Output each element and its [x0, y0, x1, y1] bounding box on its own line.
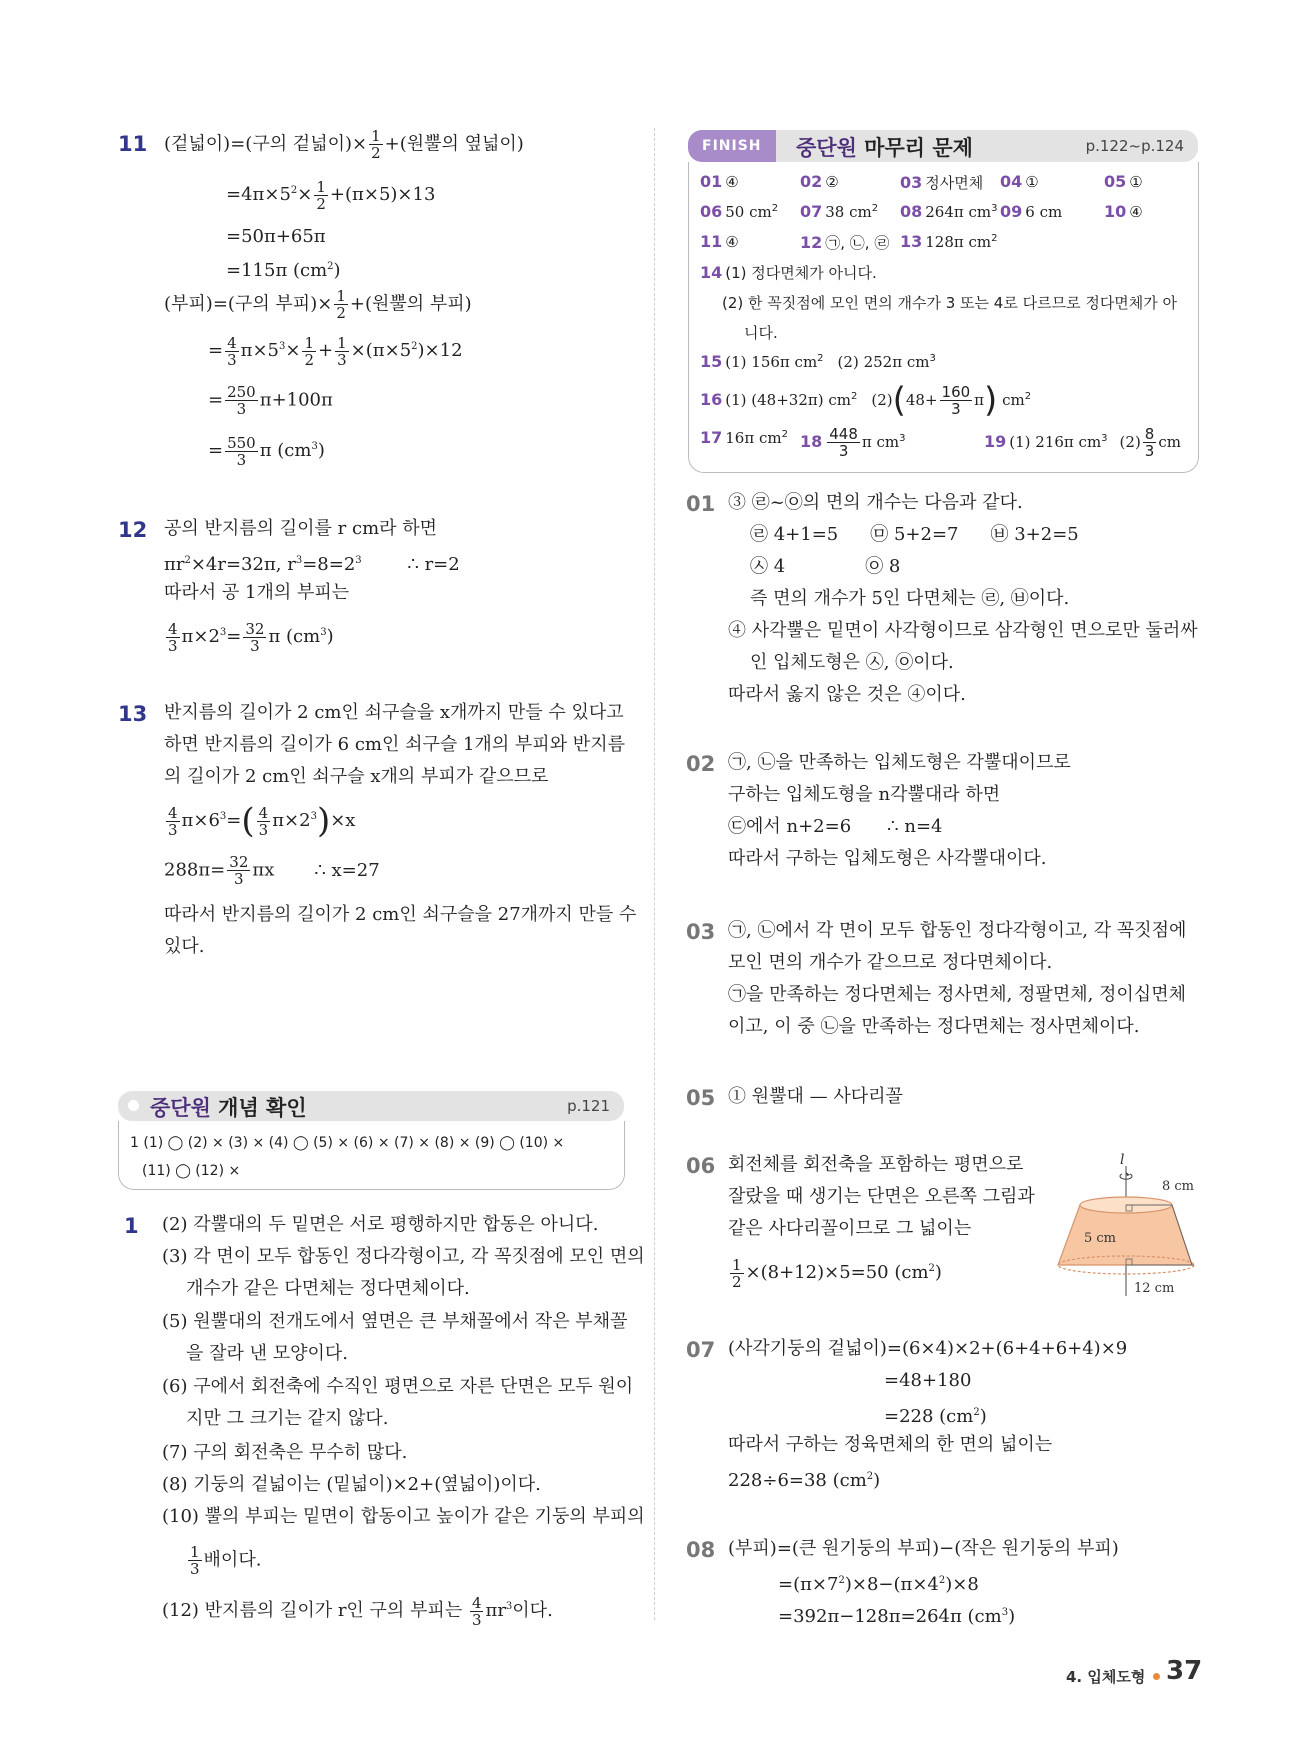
text-line: =48+180	[884, 1370, 972, 1391]
answer-17: 17 16π $cm^2$	[700, 428, 788, 447]
text-line: =392π−128π=264π $(cm^3)$	[778, 1606, 1016, 1627]
text-line: (부피)=(큰 원기둥의 부피)−(작은 원기둥의 부피)	[728, 1538, 1119, 1559]
problem-number: 06	[686, 1154, 716, 1178]
text-line: $\frac{1}{3}$ 배이다.	[190, 1543, 262, 1578]
page-number: 37	[1166, 1656, 1203, 1686]
text-line: 따라서 구하는 입체도형은 사각뿔대이다.	[728, 848, 1047, 869]
bottom-radius-label: 12 cm	[1134, 1281, 1175, 1296]
answer-07: 07 38 $cm^2$	[800, 202, 879, 221]
footer-dot	[1153, 1673, 1160, 1680]
answer-14: 14 (1) 정다면체가 아니다.	[700, 263, 877, 282]
text-line: =228 $(cm^2)$	[884, 1406, 987, 1427]
answer-13: 13 128π $cm^2$	[900, 232, 998, 251]
arrow-head-icon	[1126, 1172, 1130, 1176]
equation-line: 288π= $\frac{32}{3}$ πx ∴ x=27	[164, 853, 380, 888]
text-line: 회전체를 회전축을 포함하는 평면으로	[728, 1154, 1024, 1175]
solution-r05	[686, 1084, 1206, 1116]
answer-04: 04 ①	[1000, 172, 1039, 191]
solution-12	[118, 516, 638, 666]
problem-number: 07	[686, 1338, 716, 1362]
top-radius-label: 8 cm	[1162, 1179, 1195, 1194]
answer-06: 06 50 $cm^2$	[700, 202, 779, 221]
answer-08: 08 264π $cm^3$	[900, 202, 998, 221]
text-line: (10) 뿔의 부피는 밑면이 합동이고 높이가 같은 기둥의 부피의	[162, 1506, 645, 1527]
problem-number: 08	[686, 1538, 716, 1562]
page-ref: p.122~p.124	[1085, 137, 1184, 155]
equation-line: $\pi r^2\times 4r=32\pi$, $r^3=8=2^3$ ∴ r=2	[164, 554, 460, 575]
text-line: 지만 그 크기는 같지 않다.	[186, 1408, 389, 1429]
concept-solution-1	[124, 1212, 644, 1632]
problem-number: 13	[118, 702, 148, 726]
text-line: 개수가 같은 다면체는 정다면체이다.	[186, 1278, 470, 1299]
finish-header	[688, 130, 1198, 162]
surface-area-step-2: =50π+65π	[226, 226, 326, 247]
volume-step-1: = $\frac{4}{3}$ $\pi\times 5^3\times$ $\frac{1}{2}$ + $\frac{1}{3}$ $\times(\pi\times 5^2)\times 12$	[208, 333, 463, 369]
problem-number: 05	[686, 1086, 716, 1110]
solution-11	[118, 128, 638, 488]
answer-03: 03 정사면체	[900, 173, 984, 192]
solution-r07	[686, 1336, 1206, 1506]
text-line: 인 입체도형은 ㉦, ㉧이다.	[750, 652, 954, 673]
text-line: (사각기둥의 겉넓이)=(6×4)×2+(6+4+6+4)×9	[728, 1338, 1128, 1359]
solution-13	[118, 700, 638, 960]
answer-05: 05 ①	[1104, 172, 1143, 191]
section-title: 중단원 마무리 문제	[796, 136, 973, 160]
answer-12: 12 ㉠, ㉡, ㉣	[800, 233, 890, 252]
text-line: 따라서 반지름의 길이가 2 cm인 쇠구슬을 27개까지 만들 수	[164, 904, 637, 925]
volume-line: $\frac{4}{3}$ $\pi\times 2^3=$ $\frac{32}{3}$ π $(cm^3)$	[168, 619, 334, 655]
text-line: 공의 반지름의 길이를 r cm라 하면	[164, 518, 438, 539]
problem-number: 1	[124, 1214, 139, 1238]
answer-02: 02 ②	[800, 172, 839, 191]
answer-18: 18 $\frac{448}{3}$ π $cm^3$	[800, 425, 906, 460]
text-line: 228÷6=38 $(cm^2)$	[728, 1470, 881, 1491]
answer-11: 11 ④	[700, 232, 739, 251]
problem-number: 12	[118, 518, 148, 542]
equation-line: $\frac{4}{3}$ $\pi\times 6^3=$( $\frac{4}{3}$ $\pi\times 2^3)\times x$	[168, 801, 356, 841]
answer-14-3: 니다.	[744, 324, 778, 342]
text-line: 의 길이가 2 cm인 쇠구슬 x개의 부피가 같으므로	[164, 766, 549, 787]
volume-step-2: = $\frac{250}{3}$ π+100π	[208, 383, 333, 418]
answer-14-2: (2) 한 꼭짓점에 모인 면의 개수가 3 또는 4로 다르므로 정다면체가 아	[722, 294, 1178, 312]
text-line: 따라서 구하는 정육면체의 한 면의 넓이는	[728, 1434, 1053, 1455]
text-line: 모인 면의 개수가 같으므로 정다면체이다.	[728, 952, 1053, 973]
volume-formula: (부피)=(구의 부피)× $\frac{1}{2}$ +(원뿔의 부피)	[164, 287, 472, 322]
text-line: 따라서 옳지 않은 것은 ④이다.	[728, 684, 966, 705]
height-label: 5 cm	[1084, 1231, 1117, 1246]
problem-number: 01	[686, 492, 716, 516]
problem-number: 03	[686, 920, 716, 944]
solution-r08	[686, 1536, 1206, 1636]
surface-area-result: =115π $(cm^2)$	[226, 260, 341, 281]
text-line: (2) 각뿔대의 두 밑면은 서로 평행하지만 합동은 아니다.	[162, 1214, 599, 1235]
concept-check-header	[118, 1091, 624, 1121]
answer-09: 09 6 cm	[1000, 202, 1063, 221]
text-line: 즉 면의 개수가 5인 다면체는 ㉣, ㉥이다.	[750, 588, 1070, 609]
text-line: 잘랐을 때 생기는 단면은 오른쪽 그림과	[728, 1186, 1035, 1207]
text-line: 을 잘라 낸 모양이다.	[186, 1343, 348, 1364]
frustum-figure	[1050, 1148, 1200, 1298]
volume-result: = $\frac{550}{3}$ π $(cm^3)$	[208, 433, 325, 469]
text-line: (8) 기둥의 겉넓이는 (밑넓이)×2+(옆넓이)이다.	[162, 1474, 541, 1495]
concept-answers-row-2: (11) ◯ (12) ×	[142, 1163, 241, 1179]
text-line: 하면 반지름의 길이가 6 cm인 쇠구슬 1개의 부피와 반지름	[164, 734, 625, 755]
text-line: $\frac{1}{2}$ ×(8+12)×5=50 $(cm^2)$	[732, 1255, 942, 1291]
answer-10: 10 ④	[1104, 202, 1143, 221]
text-line: 따라서 공 1개의 부피는	[164, 582, 350, 603]
text-line: ㉦ 4 ㉧ 8	[750, 556, 901, 577]
axis-label: l	[1120, 1152, 1125, 1168]
text-line: 반지름의 길이가 2 cm인 쇠구슬을 x개까지 만들 수 있다고	[164, 702, 624, 723]
text-line: ① 원뿔대 — 사다리꼴	[728, 1086, 903, 1107]
concept-answers-row-1: 1 (1) ◯ (2) × (3) × (4) ◯ (5) × (6) × (7) × (8) × (9) ◯ (10) ×	[130, 1135, 565, 1151]
text-line: (7) 구의 회전축은 무수히 많다.	[162, 1442, 408, 1463]
answer-16: 16 (1) (48+32π) $cm^2$ (2)(48+ $\frac{160}{3}$ π) $cm^2$	[700, 380, 1032, 421]
solution-r02	[686, 750, 1206, 880]
bullet-icon	[128, 1100, 139, 1111]
text-line: 같은 사다리꼴이므로 그 넓이는	[728, 1218, 972, 1239]
problem-number: 11	[118, 132, 148, 156]
text-line: $=(\pi\times 7^2)\times 8-(\pi\times 4^2)\times 8$	[778, 1574, 979, 1595]
surface-area-step-1: $=4\pi\times 5^2\times$ $\frac{1}{2}$ +(π×5)×13	[226, 177, 436, 213]
answer-15: 15 (1) 156π $cm^2$ (2) 252π $cm^3$	[700, 352, 936, 371]
section-title: 중단원 개념 확인	[150, 1096, 307, 1120]
page-ref: p.121	[567, 1097, 610, 1115]
text-line: ④ 사각뿔은 밑면이 사각형이므로 삼각형인 면으로만 둘러싸	[728, 620, 1198, 641]
solution-r01	[686, 490, 1206, 720]
surface-area-formula: (겉넓이)=(구의 겉넓이)× $\frac{1}{2}$ +(원뿔의 옆넓이)	[164, 127, 524, 162]
text-line: ㉠, ㉡에서 각 면이 모두 합동인 정다각형이고, 각 꼭짓점에	[728, 920, 1187, 941]
text-line: ㉠을 만족하는 정다면체는 정사면체, 정팔면체, 정이십면체	[728, 984, 1186, 1005]
solution-r03	[686, 918, 1206, 1048]
column-divider	[654, 128, 655, 1620]
text-line: ㉠, ㉡을 만족하는 입체도형은 각뿔대이므로	[728, 752, 1071, 773]
text-line: 있다.	[164, 936, 205, 957]
text-line: (12) 반지름의 길이가 r인 구의 부피는 $\frac{4}{3}$ $\pi r^3$이다.	[162, 1593, 553, 1629]
text-line: ㉢에서 n+2=6 ∴ n=4	[728, 816, 943, 837]
text-line: (3) 각 면이 모두 합동인 정다각형이고, 각 꼭짓점에 모인 면의	[162, 1246, 645, 1267]
answer-01: 01 ④	[700, 172, 739, 191]
finish-tag: FINISH	[688, 130, 776, 162]
problem-number: 02	[686, 752, 716, 776]
text-line: 이고, 이 중 ㉡을 만족하는 정다면체는 정사면체이다.	[728, 1016, 1140, 1037]
text-line: (5) 원뿔대의 전개도에서 옆면은 큰 부채꼴에서 작은 부채꼴	[162, 1311, 628, 1332]
text-line: 구하는 입체도형을 n각뿔대라 하면	[728, 784, 1001, 805]
text-line: ③ ㉣~㉧의 면의 개수는 다음과 같다.	[728, 492, 1023, 513]
chapter-label: 4. 입체도형	[1066, 1668, 1146, 1686]
text-line: ㉣ 4+1=5 ㉤ 5+2=7 ㉥ 3+2=5	[750, 524, 1079, 545]
text-line: (6) 구에서 회전축에 수직인 평면으로 자른 단면은 모두 원이	[162, 1376, 634, 1397]
answer-19: 19 (1) 216π $cm^3$ (2) $\frac{8}{3}$ cm	[984, 425, 1181, 460]
